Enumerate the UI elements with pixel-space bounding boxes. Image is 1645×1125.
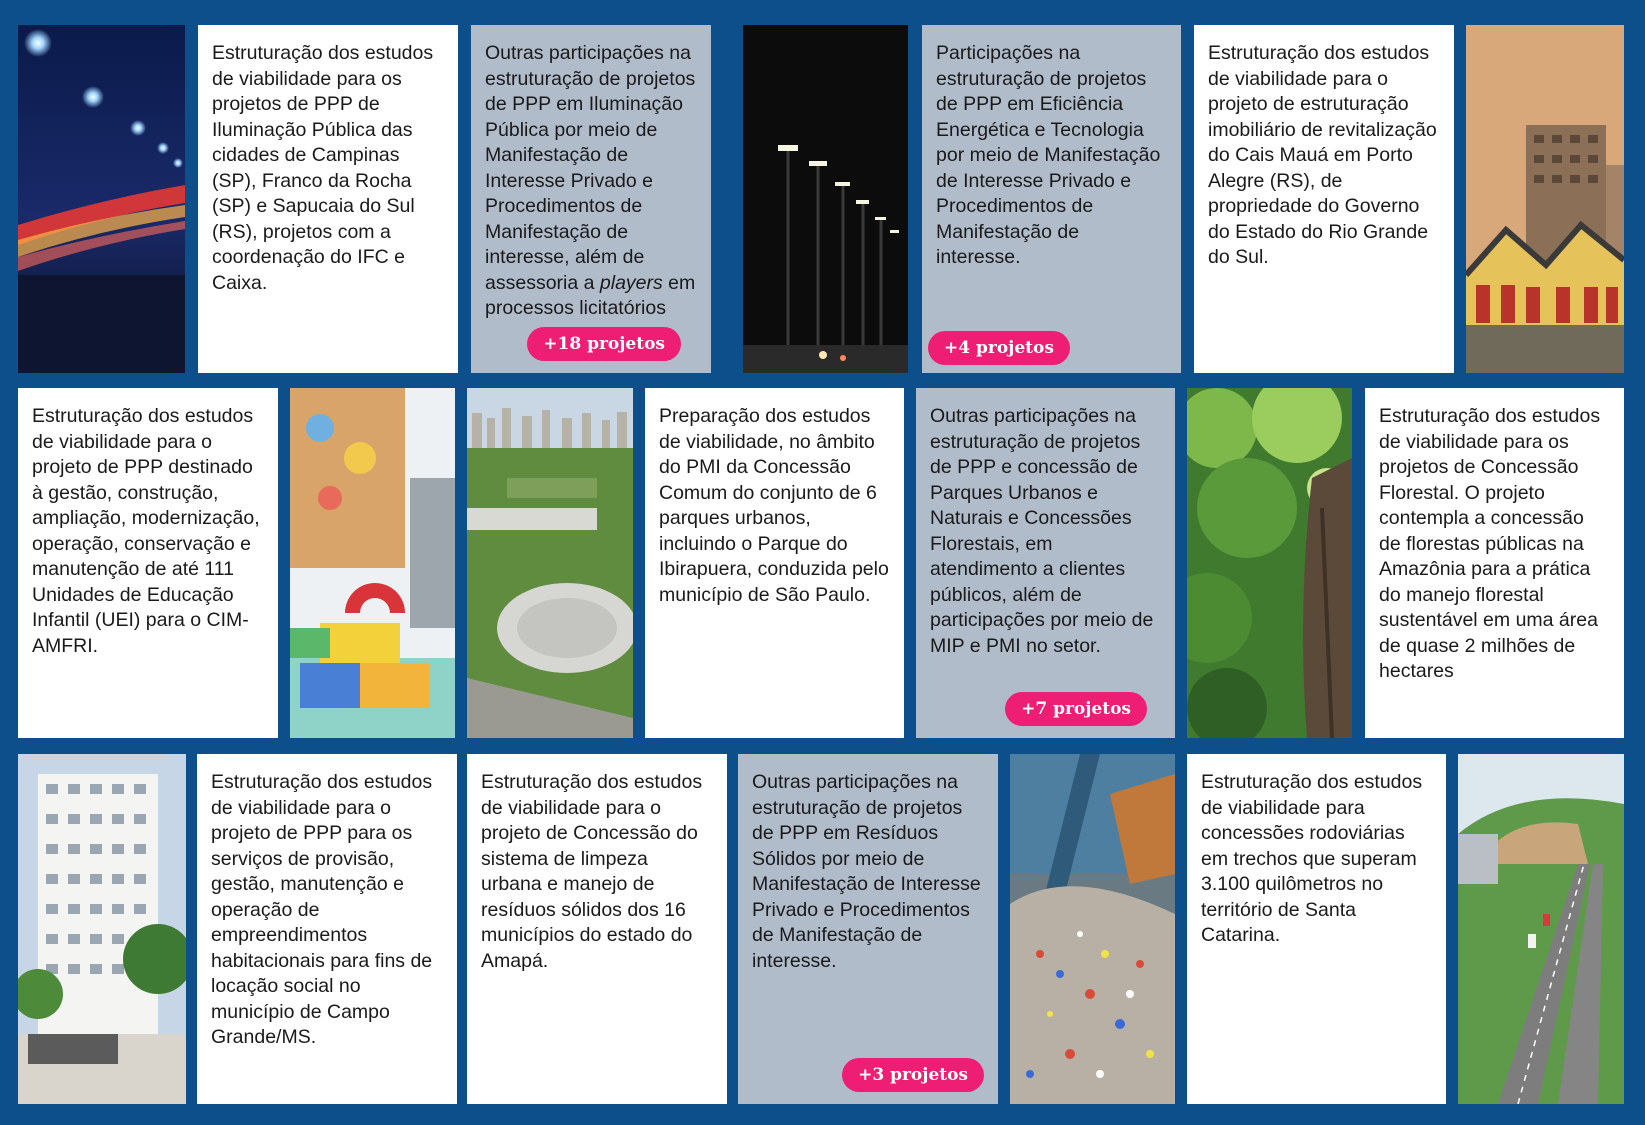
card-text-tail: em processos licitatórios <box>485 271 696 319</box>
card-text-italic: players <box>599 271 663 294</box>
card-text: Estruturação dos estudos de viabilidade para o projeto de estruturação imobiliário de revitalização do Cais Mauá em Porto Alegre (RS), de propriedade do Governo do Estado do Rio Grande do Sul. <box>1208 42 1437 268</box>
projects-badge[interactable]: +3 projetos <box>842 1058 984 1092</box>
card-rodovias-sc <box>1187 754 1446 1104</box>
cais-maua-warehouses-photo <box>1466 25 1624 373</box>
projects-badge[interactable]: +7 projetos <box>1005 692 1147 726</box>
card-lighting-other <box>471 25 711 373</box>
apartment-building-photo <box>18 754 186 1104</box>
card-text: Outras participações na estruturação de projetos de PPP e concessão de Parques Urbanos e Naturais e Concessões Florestais, em atendimento a clientes públicos, além de participações por meio de MIP e PMI no setor. <box>930 405 1154 657</box>
highway-aerial-photo <box>1458 754 1624 1104</box>
card-uei-amfri <box>18 388 278 738</box>
card-cais-maua <box>1194 25 1454 373</box>
waste-recycling-photo <box>1010 754 1175 1104</box>
projects-badge[interactable]: +18 projetos <box>527 327 681 361</box>
kids-playroom-photo <box>290 388 455 738</box>
card-text: Estruturação dos estudos de viabilidade para os projetos de Concessão Florestal. O projeto contempla a concessão de florestas públicas na Amazônia para a prática do manejo florestal sustentável em uma área de quase 2 milhões de hectares <box>1379 405 1601 682</box>
card-text: Outras participações na estruturação de projetos de PPP em Resíduos Sólidos por meio de Manifestação de Interesse Privado e Procedimentos de Manifestação de interesse. <box>752 771 981 972</box>
card-parques-other <box>916 388 1175 738</box>
ibirapuera-park-aerial-photo <box>467 388 633 738</box>
card-residuos-other <box>738 754 998 1104</box>
card-concessao-florestal <box>1365 388 1624 738</box>
card-residuos-amapa <box>467 754 727 1104</box>
card-text: Estruturação dos estudos de viabilidade para os projetos de PPP de Iluminação Pública das cidades de Campinas (SP), Franco da Rocha (SP) e Sapucaia do Sul (RS), projetos com a coordenação do IFC e Caixa. <box>212 42 434 294</box>
forest-tree-trunk-photo <box>1187 388 1352 738</box>
card-text: Estruturação dos estudos de viabilidade para o projeto de Concessão do sistema de limpeza urbana e manejo de resíduos sólidos dos 16 municípios do estado do Amapá. <box>481 771 703 972</box>
card-habitacao-campo-grande <box>197 754 457 1104</box>
card-text: Estruturação dos estudos de viabilidade para o projeto de PPP destinado à gestão, construção, ampliação, modernização, operação, conservação e manutenção de até 111 Unidades de Educação Infantil (UEI) para o CIM-AMFRI. <box>32 405 260 657</box>
card-text: Preparação dos estudos de viabilidade, no âmbito do PMI da Concessão Comum do conjunto de 6 parques urbanos, incluindo o Parque do Ibirapuera, conduzida pelo município de São Paulo. <box>659 405 889 606</box>
card-text: Estruturação dos estudos de viabilidade para o projeto de PPP para os serviços de provisão, gestão, manutenção e operação de empreendimentos habitacionais para fins de locação social no município de Campo Grande/MS. <box>211 771 433 1048</box>
card-text: Outras participações na estruturação de projetos de PPP em Iluminação Pública por meio de Manifestação de Interesse Privado e Procedimentos de Manifestação de interesse, além de assessoria a <box>485 42 696 294</box>
night-street-lamps-photo <box>743 25 908 373</box>
projects-badge[interactable]: +4 projetos <box>928 331 1070 365</box>
card-text: Estruturação dos estudos de viabilidade para concessões rodoviárias em trechos que superam 3.100 quilômetros no território de Santa Catarina. <box>1201 771 1423 946</box>
card-parques-sp <box>645 388 904 738</box>
street-lights-night-photo <box>18 25 185 373</box>
card-text: Participações na estruturação de projetos de PPP em Eficiência Energética e Tecnologia por meio de Manifestação de Interesse Privado e Procedimentos de Manifestação de interesse. <box>936 42 1161 268</box>
card-energy-efficiency <box>922 25 1181 373</box>
card-lighting-ppp <box>198 25 458 373</box>
